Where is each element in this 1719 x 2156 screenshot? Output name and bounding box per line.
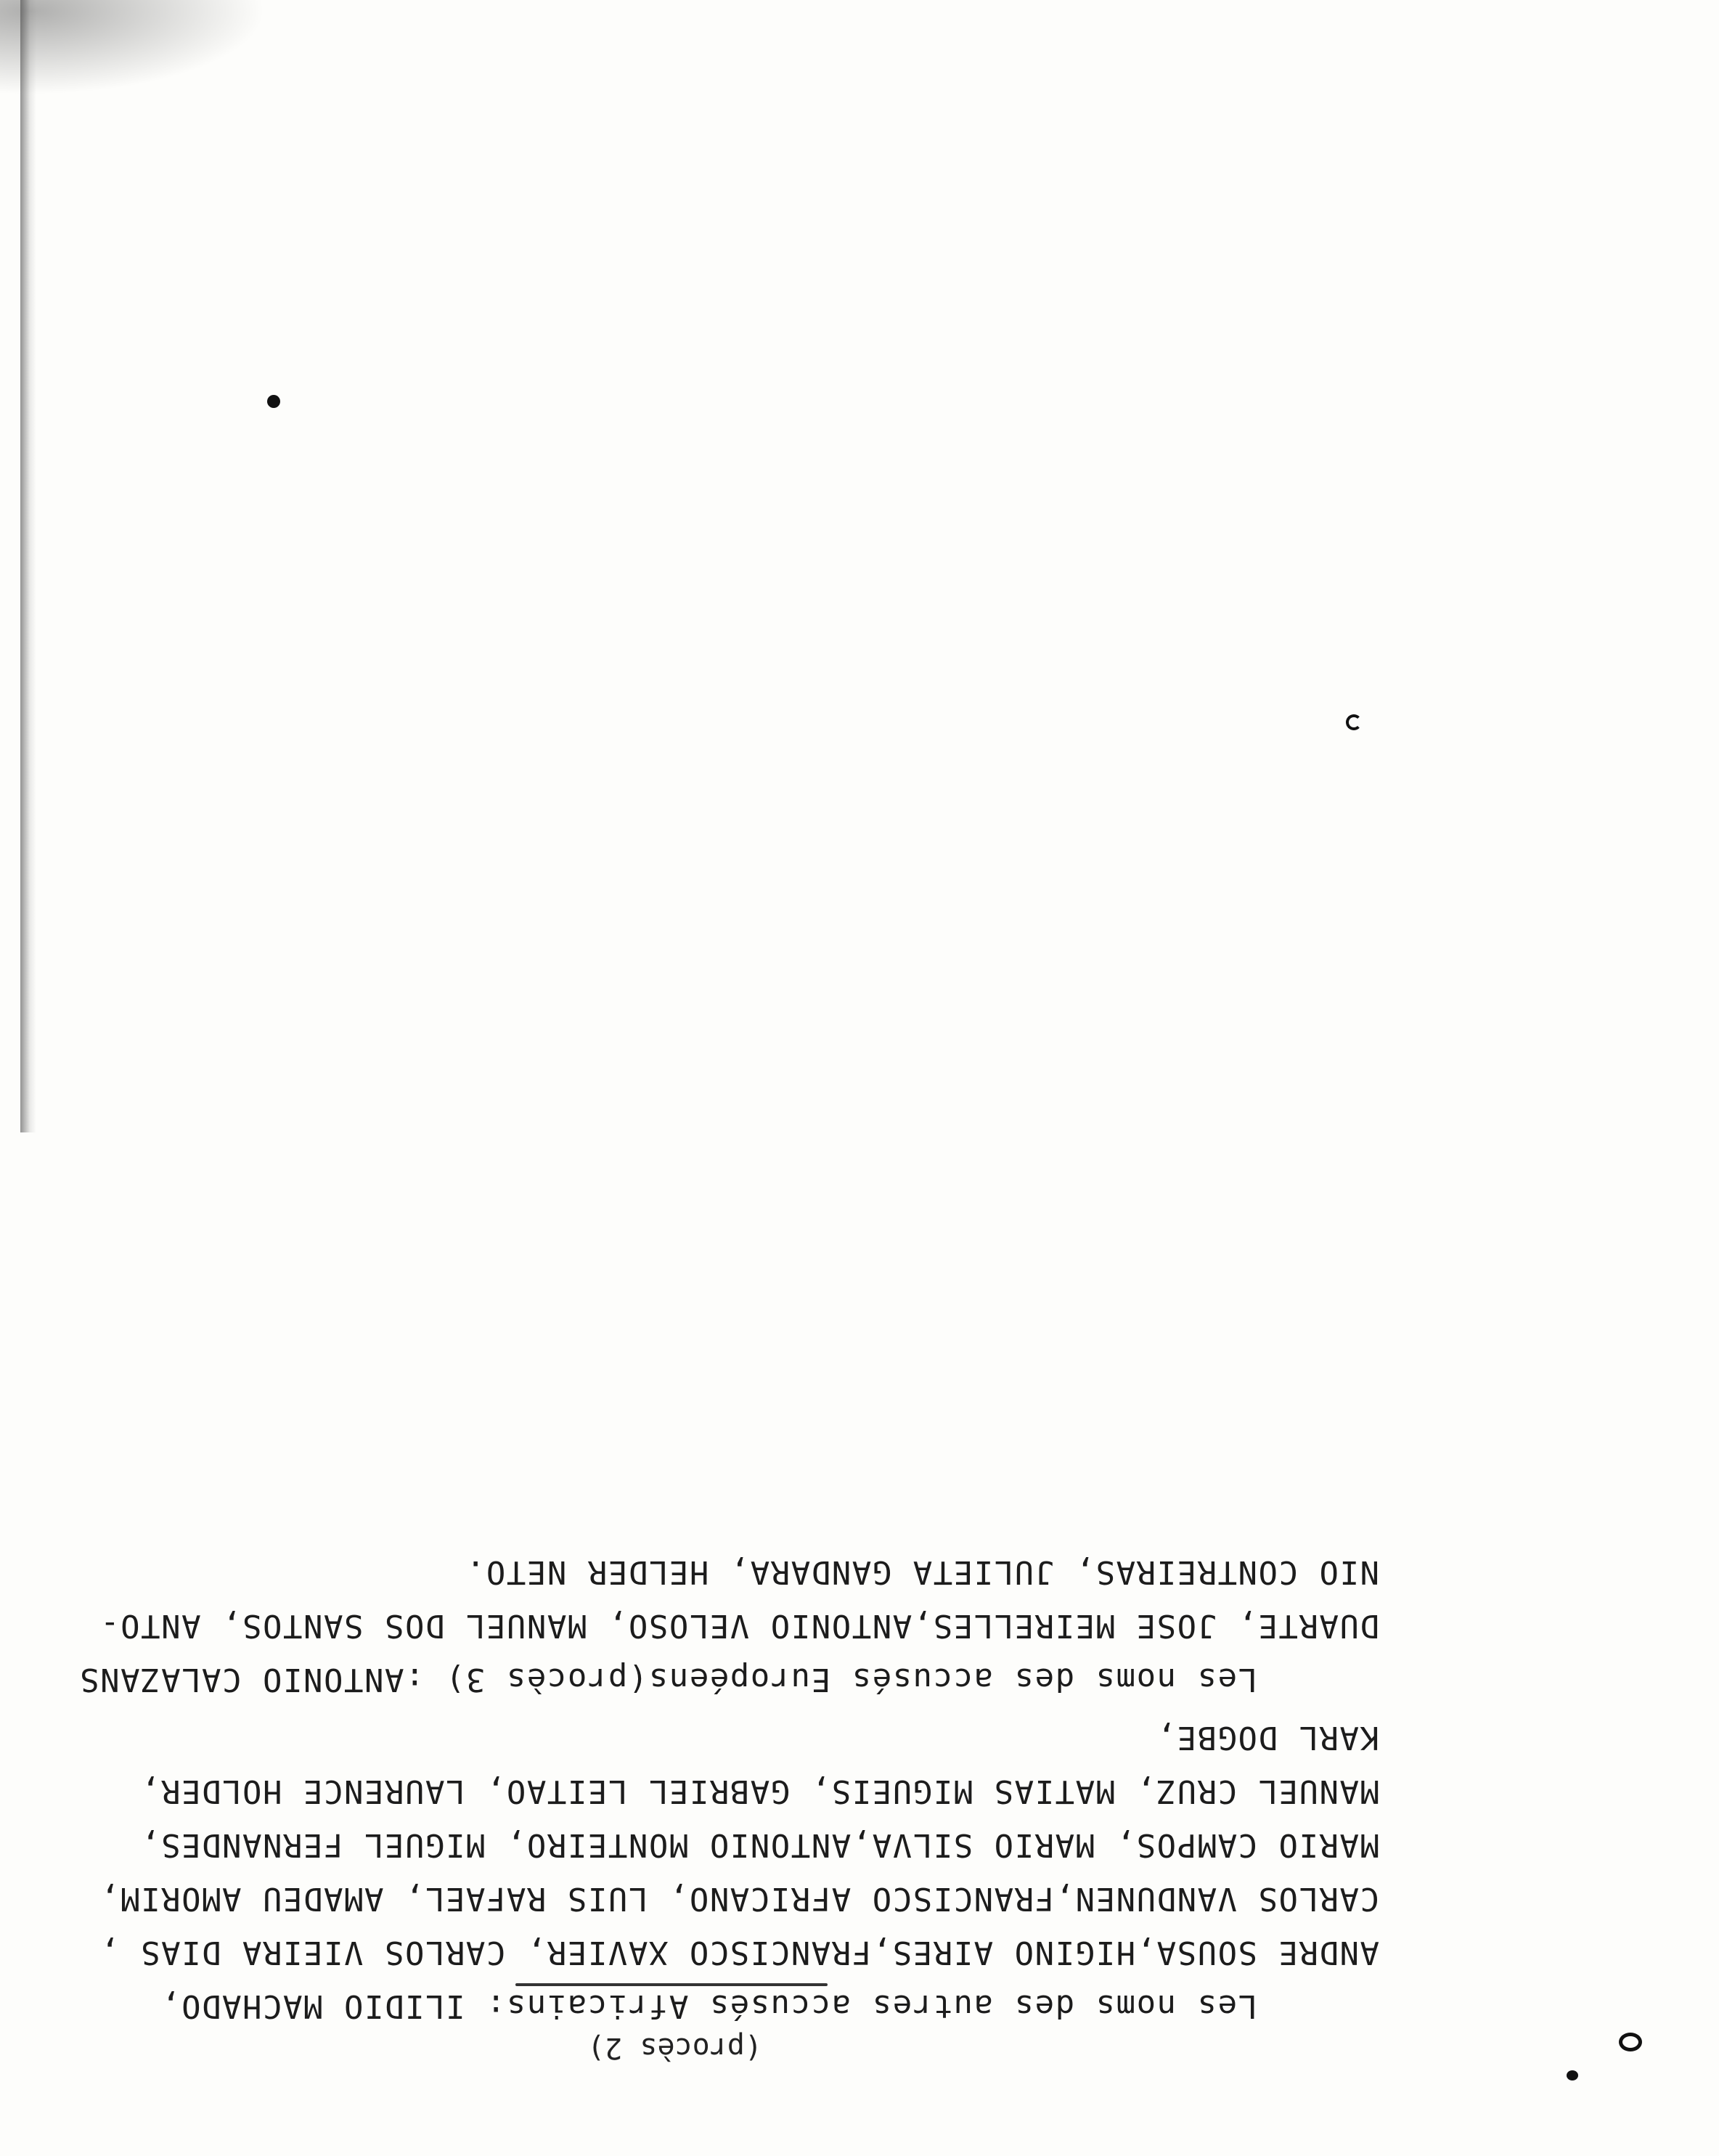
text-line: Les noms des autres accusés Africains: ILIDIO MACHADO, <box>160 1988 1379 2025</box>
text-line: MANUEL CRUZ, MATIAS MIGUEIS, GABRIEL LEITAO, LAURENCE HOLDER, <box>139 1773 1379 1810</box>
scan-smudge <box>0 0 305 109</box>
paragraph-accused-africans <box>22 1710 1379 2065</box>
text-line: KARL DOGBE, <box>1156 1719 1379 1756</box>
text-line: NIO CONTREIRAS, JULIETA GANDARA, HELDER NETO. <box>465 1553 1379 1591</box>
ink-spot <box>1346 714 1362 730</box>
handwritten-note: (procès 2) <box>587 2031 762 2065</box>
ink-spot <box>1567 2070 1578 2081</box>
text-line: Les noms des accusés Européens(procès 3) :ANTONIO CALAZANS <box>78 1661 1379 1698</box>
paragraph-accused-europeans <box>22 1545 1379 1706</box>
text-line: CARLOS VANDUNEN,FRANCISCO AFRICANO, LUIS RAFAEL, AMADEU AMORIM, <box>99 1880 1379 1917</box>
text-line: DUARTE, JOSE MEIRELLES,ANTONIO VELOSO, MANUEL DOS SANTOS, ANTO- <box>99 1607 1379 1644</box>
typed-text-block <box>22 1510 1379 2065</box>
ink-spot <box>267 395 280 408</box>
ink-spot <box>1619 2033 1642 2051</box>
binding-edge <box>20 0 36 1132</box>
text-line: ANDRE SOUSA,HIGINO AIRES,FRANCISCO XAVIER, CARLOS VIEIRA DIAS , <box>99 1934 1379 1971</box>
text-line: MARIO CAMPOS, MARIO SILVA,ANTONIO MONTEIRO, MIGUEL FERNANDES, <box>139 1826 1379 1863</box>
handwritten-bracket <box>515 1983 828 1986</box>
